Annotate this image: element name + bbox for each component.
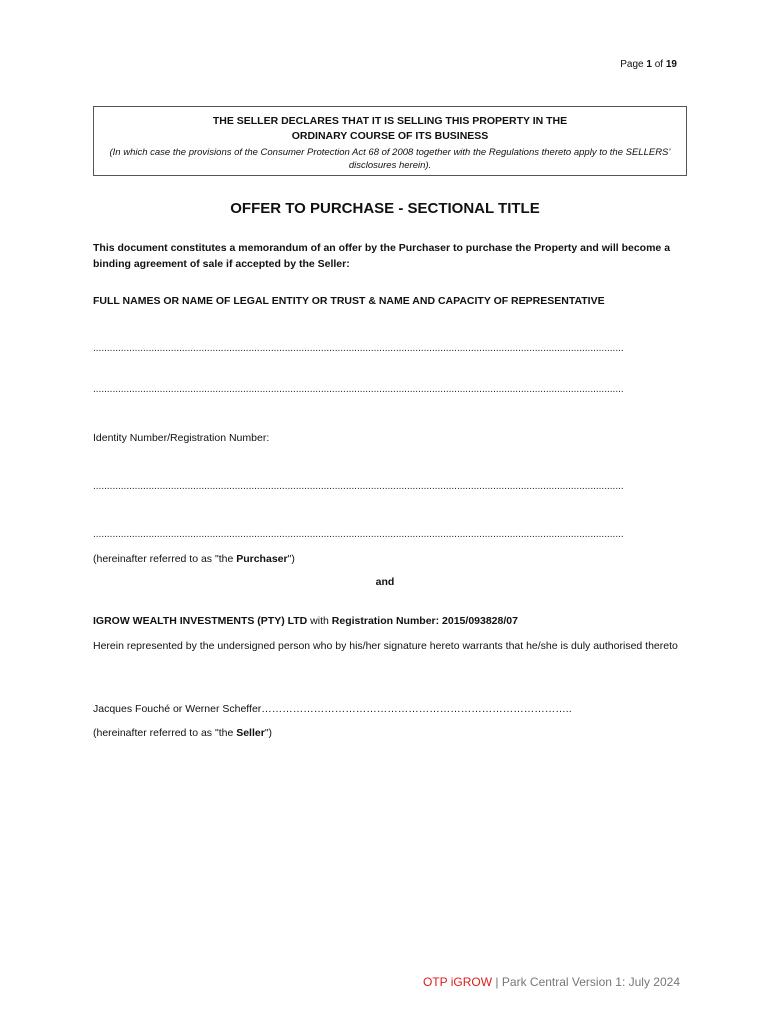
purchaser-ref-prefix: (hereinafter referred to as "the <box>93 553 237 565</box>
purchaser-ref-name: Purchaser <box>236 553 288 565</box>
seller-company-name: IGROW WEALTH INVESTMENTS (PTY) LTD <box>93 615 308 627</box>
seller-registration: Registration Number: 2015/093828/07 <box>331 615 518 627</box>
identity-number-line-2[interactable]: ............................................................................................................................................................................................... <box>93 529 624 540</box>
purchaser-ref-suffix: ") <box>287 553 295 565</box>
document-title: OFFER TO PURCHASE - SECTIONAL TITLE <box>230 200 540 217</box>
declaration-note: (In which case the provisions of the Consumer Protection Act 68 of 2008 together with the Regulations thereto apply to the SELLERS’ disclosures herein). <box>109 147 671 171</box>
intro-paragraph: This document constitutes a memorandum of an offer by the Purchaser to purchase the Property and will become a binding agreement of sale if accepted by the Seller: <box>93 242 671 270</box>
purchaser-name-line-1[interactable]: ............................................................................................................................................................................................... <box>93 343 624 354</box>
seller-representatives: Jacques Fouché or Werner Scheffer…………………………………………………………………………….. <box>93 703 572 715</box>
seller-represented-text: Herein represented by the undersigned person who by his/her signature hereto warrants that he/she is duly authorised thereto <box>93 640 678 652</box>
identity-number-line-1[interactable]: ............................................................................................................................................................................................... <box>93 481 624 492</box>
purchaser-name-line-2[interactable]: ............................................................................................................................................................................................... <box>93 384 624 395</box>
page-total: 19 <box>665 59 677 70</box>
footer-brand: OTP iGROW <box>422 975 493 989</box>
page-number <box>620 59 677 70</box>
page-footer <box>423 975 680 989</box>
page-of: of <box>654 59 664 70</box>
footer-separator: | <box>492 975 502 989</box>
page-current: 1 <box>646 59 652 70</box>
identity-number-label: Identity Number/Registration Number: <box>93 432 270 444</box>
declaration-line-2: ORDINARY COURSE OF ITS BUSINESS <box>291 130 489 142</box>
seller-ref-name: Seller <box>236 727 265 739</box>
declaration-line-1: THE SELLER DECLARES THAT IT IS SELLING THIS PROPERTY IN THE <box>212 115 568 127</box>
seller-reference <box>93 725 683 741</box>
seller-ref-prefix: (hereinafter referred to as "the <box>93 727 237 739</box>
seller-declaration-box <box>93 106 687 176</box>
seller-ref-suffix: ") <box>264 727 273 739</box>
and-connector: and <box>375 576 395 588</box>
footer-version: Park Central Version 1: July 2024 <box>501 975 680 989</box>
seller-with: with <box>307 615 332 627</box>
declaration-heading <box>94 114 686 144</box>
page-label: Page <box>620 59 644 70</box>
purchaser-names-heading: FULL NAMES OR NAME OF LEGAL ENTITY OR TRUST & NAME AND CAPACITY OF REPRESENTATIVE <box>93 295 605 307</box>
seller-company-line <box>93 613 683 629</box>
purchaser-reference <box>93 551 683 567</box>
